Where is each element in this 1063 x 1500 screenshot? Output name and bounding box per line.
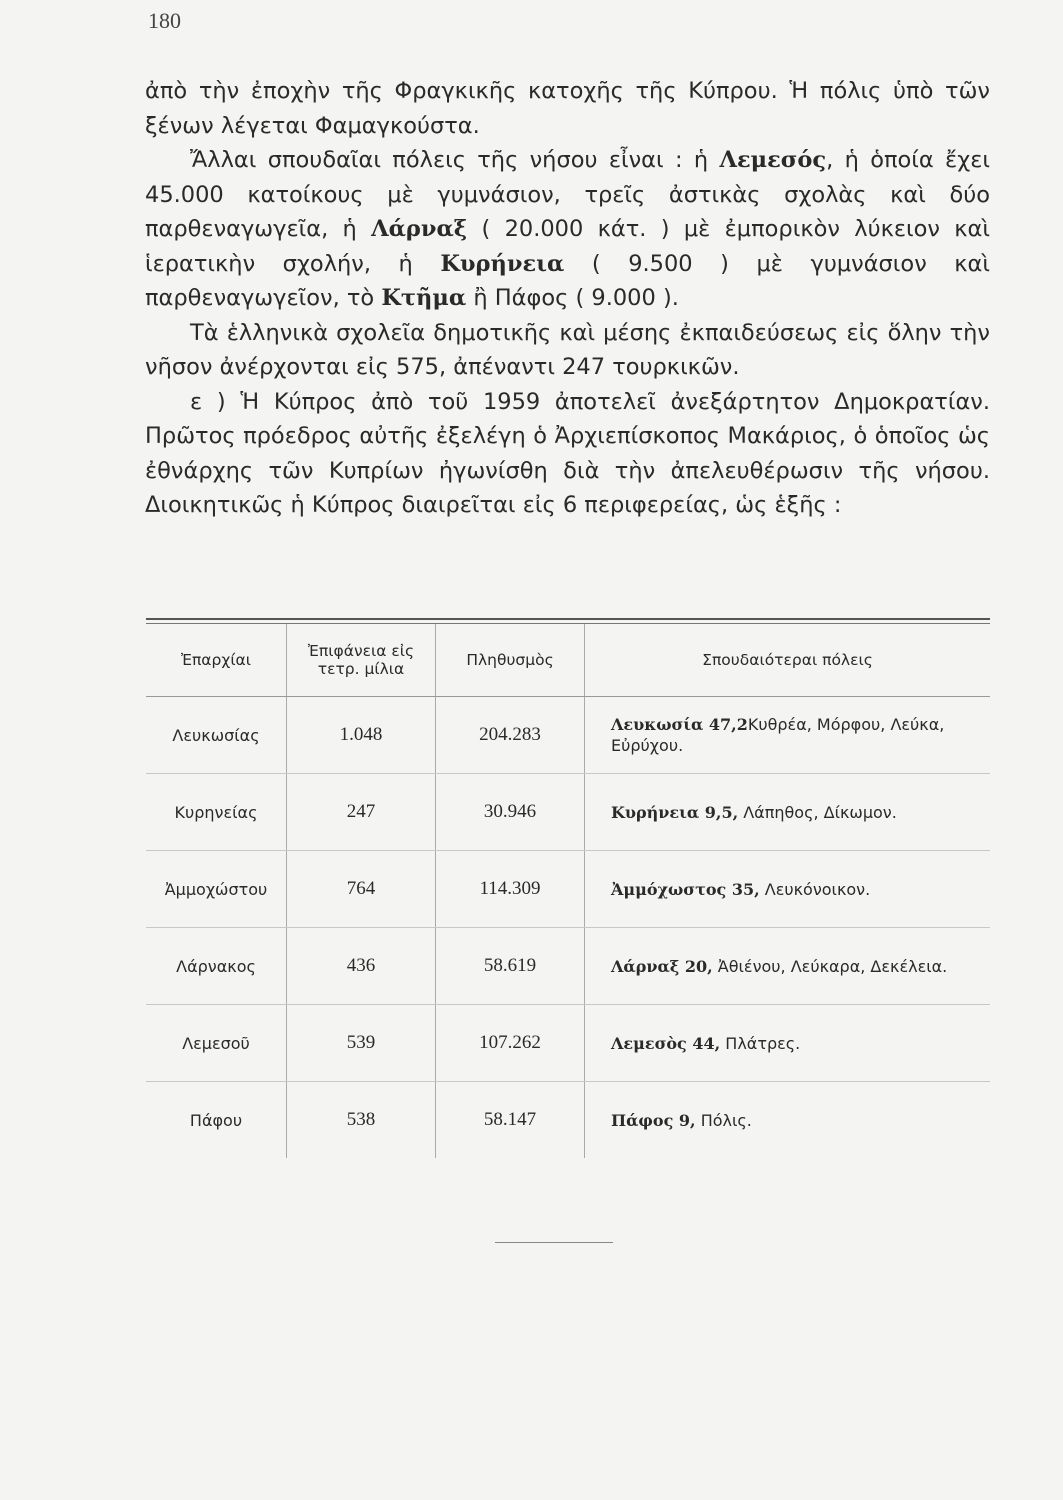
table-top-rule (146, 618, 990, 620)
text-span: ( 20.000 κάτ. ) μὲ ἐμπορικὸν λύκειον καὶ ἱερατικὴν σχολήν, ἡ (145, 216, 990, 277)
table-row (146, 851, 990, 928)
other-cities: Λευκόνοικον. (764, 879, 871, 899)
table-row (146, 697, 990, 774)
header-area: Ἐπιφάνεια εἰς τετρ. μίλια (287, 624, 436, 697)
cell-cities (585, 1082, 991, 1159)
main-city: Λεμεσὸς 44, (611, 1033, 721, 1053)
page-number: 180 (148, 8, 181, 33)
cell-area: 247 (287, 774, 436, 851)
table-row (146, 928, 990, 1005)
cell-area: 764 (287, 851, 436, 928)
cell-area: 1.048 (287, 697, 436, 774)
cell-area: 539 (287, 1005, 436, 1082)
table-row (146, 774, 990, 851)
paragraph-other-cities (145, 143, 990, 316)
cell-district: Πάφου (189, 1110, 243, 1130)
cell-district: Ἀμμοχώστου (146, 851, 287, 928)
cell-population: 58.147 (436, 1082, 585, 1159)
text-span: , ἡ ὁποία ἔχει 45.000 κατοίκους μὲ γυμνάσιον, τρεῖς ἀστικὰς σχολὰς καὶ δύο παρθεναγωγεῖα, ἡ (145, 147, 990, 242)
paragraph-schools: Τὰ ἑλληνικὰ σχολεῖα δημοτικῆς καὶ μέσης ἐκπαιδεύσεως εἰς ὅλην τὴν νῆσον ἀνέρχονται εἰς 575, ἀπέναντι 247 τουρκικῶν. (145, 319, 990, 380)
city-name-larnaca: Λάρναξ (371, 216, 468, 242)
cell-district: Λευκωσίας (146, 697, 287, 774)
paragraph-republic: ε ) Ἡ Κύπρος ἀπὸ τοῦ 1959 ἀποτελεῖ ἀνεξάρτητον Δημοκρατίαν. Πρῶτος πρόεδρος αὐτῆς ἐξελέγη ὁ Ἀρχιεπίσκοπος Μακάριος, ὁ ὁποῖος ὡς ἐθνάρχης τῶν Κυπρίων ἠγωνίσθη διὰ τὴν ἀπελευθέρωσιν τῆς νήσου. Διοικητικῶς ἡ Κύπρος διαιρεῖται εἰς 6 περιφερείας, ὡς ἑξῆς : (145, 388, 990, 518)
districts-table (146, 618, 990, 1158)
table-header-row (146, 624, 990, 697)
main-city: Λάρναξ 20, (611, 956, 713, 976)
cell-district: Κυρηνείας (146, 774, 287, 851)
cell-population: 204.283 (436, 697, 585, 774)
city-name-kyrenia: Κυρήνεια (440, 250, 565, 277)
cell-population: 114.309 (436, 851, 585, 928)
header-districts: Ἐπαρχίαι (146, 624, 287, 697)
footer-rule (495, 1242, 613, 1243)
cell-cities (585, 851, 991, 928)
city-name-limassol: Λεμεσός (719, 147, 827, 173)
other-cities: Πλάτρες. (725, 1033, 801, 1053)
table-row (146, 1082, 990, 1159)
body-text (145, 74, 990, 523)
main-city: Πάφος 9, (611, 1110, 696, 1130)
cell-district: Λάρνακος (146, 928, 287, 1005)
cell-population: 30.946 (436, 774, 585, 851)
text-span: Ἄλλαι σπουδαῖαι πόλεις τῆς νήσου εἶναι : ἡ (190, 147, 709, 173)
main-city: Λευκωσία 47,2 (611, 715, 748, 734)
other-cities: Κυθρέα, Μόρφου, Λεύκα, Εὐρύχου. (611, 715, 945, 755)
other-cities: Ἀθιένου, Λεύκαρα, Δεκέλεια. (717, 956, 948, 976)
other-cities: Πόλις. (700, 1110, 752, 1130)
header-main-cities: Σπουδαιότεραι πόλεις (585, 624, 991, 697)
main-city: Κυρήνεια 9,5, (611, 802, 739, 822)
cell-area: 538 (287, 1082, 436, 1159)
table-row (146, 1005, 990, 1082)
cell-cities (585, 697, 991, 774)
cell-district: Λεμεσοῦ (146, 1005, 287, 1082)
text-span: ἢ Πάφος ( 9.000 ). (473, 285, 679, 311)
main-city: Ἀμμόχωστος 35, (611, 879, 760, 899)
other-cities: Λάπηθος, Δίκωμον. (743, 802, 897, 822)
cell-cities (585, 774, 991, 851)
city-name-ktima: Κτῆμα (381, 285, 467, 311)
text-span: ( 9.500 ) μὲ γυμνάσιον καὶ παρθεναγωγεῖον, τὸ (145, 250, 991, 311)
cell-cities (585, 1005, 991, 1082)
cell-population: 58.619 (436, 928, 585, 1005)
cell-cities (585, 928, 991, 1005)
cell-area: 436 (287, 928, 436, 1005)
header-population: Πληθυσμὸς (436, 624, 585, 697)
paragraph-famagusta: ἀπὸ τὴν ἐποχὴν τῆς Φραγκικῆς κατοχῆς τῆς Κύπρου. Ἡ πόλις ὑπὸ τῶν ξένων λέγεται Φαμαγκούστα. (145, 78, 990, 139)
cell-population: 107.262 (436, 1005, 585, 1082)
